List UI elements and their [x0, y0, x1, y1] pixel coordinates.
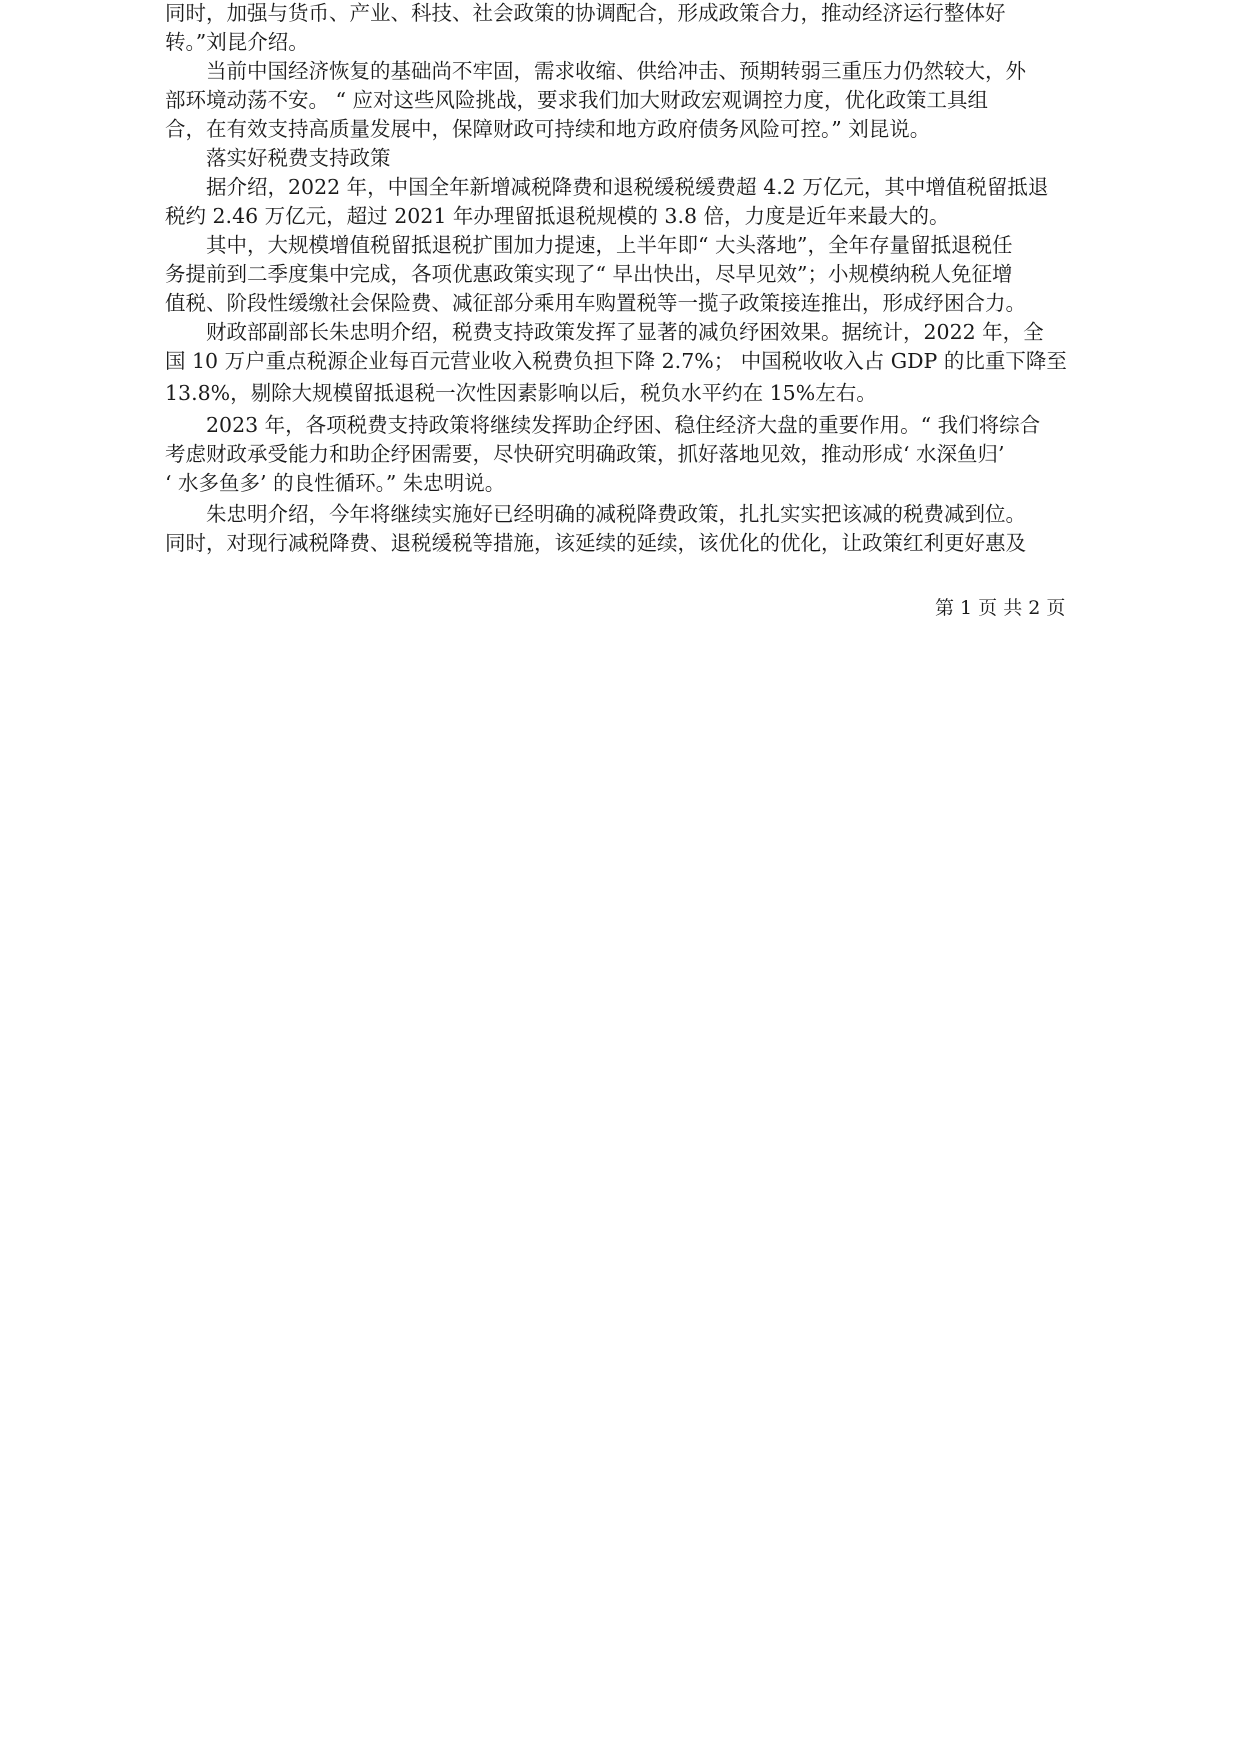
text-line: 同时，加强与货币、产业、科技、社会政策的协调配合，形成政策合力，推动经济运行整体好	[165, 1, 1006, 25]
text-line: 值税、阶段性缓缴社会保险费、减征部分乘用车购置税等一揽子政策接连推出，形成纾困合力。	[165, 291, 1026, 315]
text-line: ‘ 水多鱼多’ 的良性循环。” 朱忠明说。	[165, 471, 506, 495]
text-line: 同时，对现行减税降费、退税缓税等措施，该延续的延续，该优化的优化，让政策红利更好惠及	[165, 531, 1026, 555]
text-line: 税约 2.46 万亿元，超过 2021 年办理留抵退税规模的 3.8 倍，力度是近年来最大的。	[165, 204, 950, 228]
text-line: 朱忠明介绍，今年将继续实施好已经明确的减税降费政策，扎扎实实把该减的税费减到位。	[165, 502, 1026, 526]
section-heading: 落实好税费支持政策	[165, 146, 391, 170]
page-number: 第 1 页 共 2 页	[935, 597, 1066, 619]
text-line: 2023 年，各项税费支持政策将继续发挥助企纾困、稳住经济大盘的重要作用。“ 我们将综合	[165, 413, 1041, 437]
text-line: 财政部副部长朱忠明介绍，税费支持政策发挥了显著的减负纾困效果。据统计，2022 年，全	[165, 320, 1044, 344]
text-line: 其中，大规模增值税留抵退税扩围加力提速，上半年即“ 大头落地”，全年存量留抵退税任	[165, 233, 1013, 257]
text-line: 当前中国经济恢复的基础尚不牢固，需求收缩、供给冲击、预期转弱三重压力仍然较大，外	[165, 59, 1026, 83]
text-line: 据介绍，2022 年，中国全年新增减税降费和退税缓税缓费超 4.2 万亿元，其中增值税留抵退	[165, 175, 1049, 199]
text-line: 考虑财政承受能力和助企纾困需要，尽快研究明确政策，抓好落地见效，推动形成‘ 水深鱼归’	[165, 442, 1005, 466]
text-line: 合，在有效支持高质量发展中，保障财政可持续和地方政府债务风险可控。” 刘昆说。	[165, 117, 931, 141]
text-line: 转。”刘昆介绍。	[165, 30, 309, 54]
text-line: 部环境动荡不安。 “ 应对这些风险挑战，要求我们加大财政宏观调控力度，优化政策工具组	[165, 88, 989, 112]
text-line: 务提前到二季度集中完成，各项优惠政策实现了“ 早出快出，尽早见效”；小规模纳税人免征增	[165, 262, 1013, 286]
text-line: 国 10 万户重点税源企业每百元营业收入税费负担下降 2.7%； 中国税收收入占 GDP 的比重下降至	[165, 349, 1067, 373]
text-line: 13.8%，剔除大规模留抵退税一次性因素影响以后，税负水平约在 15%左右。	[165, 381, 877, 405]
